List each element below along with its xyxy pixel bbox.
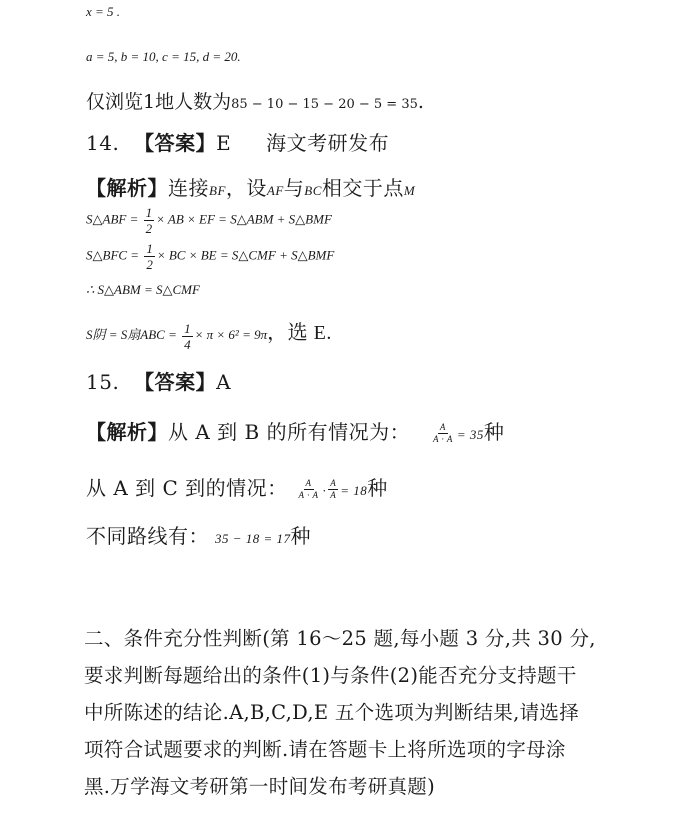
- eq2-num: 1: [146, 241, 153, 256]
- unit-1: 种: [483, 420, 505, 444]
- q15-frac2: [297, 479, 321, 500]
- point-m: M: [403, 183, 416, 198]
- eq4-rhs: × π × 6² = 9π: [194, 327, 268, 342]
- eq1-fraction: [144, 206, 155, 235]
- section2-line-4: 项符合试题要求的判断.请在答题卡上将所选项的字母涂: [84, 738, 566, 761]
- only-place1-expr: 85 − 10 − 15 − 20 − 5 = 35: [231, 97, 418, 112]
- q15-answer: A: [216, 370, 232, 394]
- q15-line3-expr: 35 − 18 = 17: [215, 531, 291, 546]
- q15-answer-label: 【答案】: [134, 370, 217, 394]
- frac3-num: A: [330, 478, 337, 488]
- q14-eq3: ∴ S△ABM = S△CMF: [86, 282, 200, 297]
- q14-answer-line: [86, 127, 389, 156]
- q15-frac1: [431, 423, 455, 444]
- q14-eq1: [86, 206, 332, 235]
- frac2-num: A: [305, 478, 312, 488]
- frac1-result: = 35: [456, 427, 484, 442]
- frac3-den: A: [330, 490, 337, 500]
- section2-line-5: 黑.万学海文考研第一时间发布考研真题): [84, 775, 436, 798]
- eq4-lhs: S阴 = S扇ABC =: [86, 327, 181, 342]
- q15-analysis-line: [86, 416, 504, 445]
- q14-watermark: 海文考研发布: [266, 131, 390, 155]
- q14-analysis-text-4: 相交于点: [321, 176, 404, 200]
- q15-analysis-text: 从 A 到 B 的所有情况为：: [168, 420, 411, 444]
- q14-analysis-text-3: 与: [283, 176, 305, 200]
- frac1-den: A · A: [432, 434, 453, 444]
- q15-line3: [86, 520, 311, 549]
- eq4-den: 4: [184, 336, 191, 352]
- q14-analysis-text-2: ，设: [225, 176, 267, 200]
- q14-analysis-text-1: 连接: [168, 176, 209, 200]
- abcd-values: a = 5, b = 10, c = 15, d = 20.: [86, 49, 241, 64]
- frac2-den: A · A: [298, 490, 319, 500]
- eq2-den: 2: [146, 257, 153, 272]
- q15-line3-text: 不同路线有：: [86, 524, 209, 548]
- q14-analysis-label: 【解析】: [86, 176, 168, 200]
- seg-af: AF: [266, 183, 284, 198]
- eq4-num: 1: [184, 320, 191, 336]
- q14-eq4: [86, 316, 332, 351]
- eq1-num: 1: [145, 205, 153, 220]
- q15-analysis-label: 【解析】: [86, 420, 168, 444]
- q15-frac3: [328, 479, 338, 500]
- q14-answer: E: [216, 131, 232, 155]
- eq1-rhs: × AB × EF = S△ABM + S△BMF: [156, 211, 332, 227]
- eq4-fraction: [182, 322, 193, 351]
- x-equation: x = 5 .: [86, 4, 121, 19]
- q14-answer-label: 【答案】: [134, 131, 217, 155]
- seg-bf: BF: [209, 183, 226, 198]
- q15-number: 15.: [86, 370, 120, 394]
- q14-analysis-line: [86, 172, 415, 201]
- q15-line2-text: 从 A 到 C 到的情况：: [86, 476, 288, 500]
- section2: [84, 620, 644, 805]
- frac1-num: A: [439, 422, 446, 432]
- section2-title-line-1: 二、条件充分性判断(第 16～25 题,每小题 3 分,共 30 分,: [84, 627, 596, 650]
- eq1-den: 2: [145, 221, 153, 236]
- q15-answer-line: [86, 366, 231, 395]
- eq2-rhs: × BC × BE = S△CMF + S△BMF: [156, 247, 335, 263]
- q14-number: 14.: [86, 131, 120, 155]
- eq2-lhs: S△BFC =: [86, 247, 143, 263]
- eq2-fraction: [144, 242, 155, 271]
- unit-2: 种: [367, 476, 388, 500]
- frac23-result: = 18: [340, 483, 368, 498]
- q14-eq2: [86, 242, 334, 271]
- only-place1-end: .: [417, 91, 424, 113]
- only-place1-prefix: 仅浏览1地人数为: [86, 91, 232, 113]
- unit-3: 种: [290, 524, 312, 548]
- eq4-tail: ，选 E.: [267, 322, 332, 344]
- section2-line-3: 中所陈述的结论.A,B,C,D,E 五个选项为判断结果,请选择: [84, 701, 580, 724]
- only-place1-line: [86, 87, 424, 114]
- eq1-lhs: S△ABF =: [86, 211, 142, 227]
- seg-bc: BC: [304, 183, 322, 198]
- q15-line2: 从 A 到 C 到的情况： $\frac{A}{A \cdot A}$ · $\frac{A}{A}$ = 18种: [86, 476, 388, 500]
- section2-line-2: 要求判断每题给出的条件(1)与条件(2)能否充分支持题干: [84, 664, 577, 687]
